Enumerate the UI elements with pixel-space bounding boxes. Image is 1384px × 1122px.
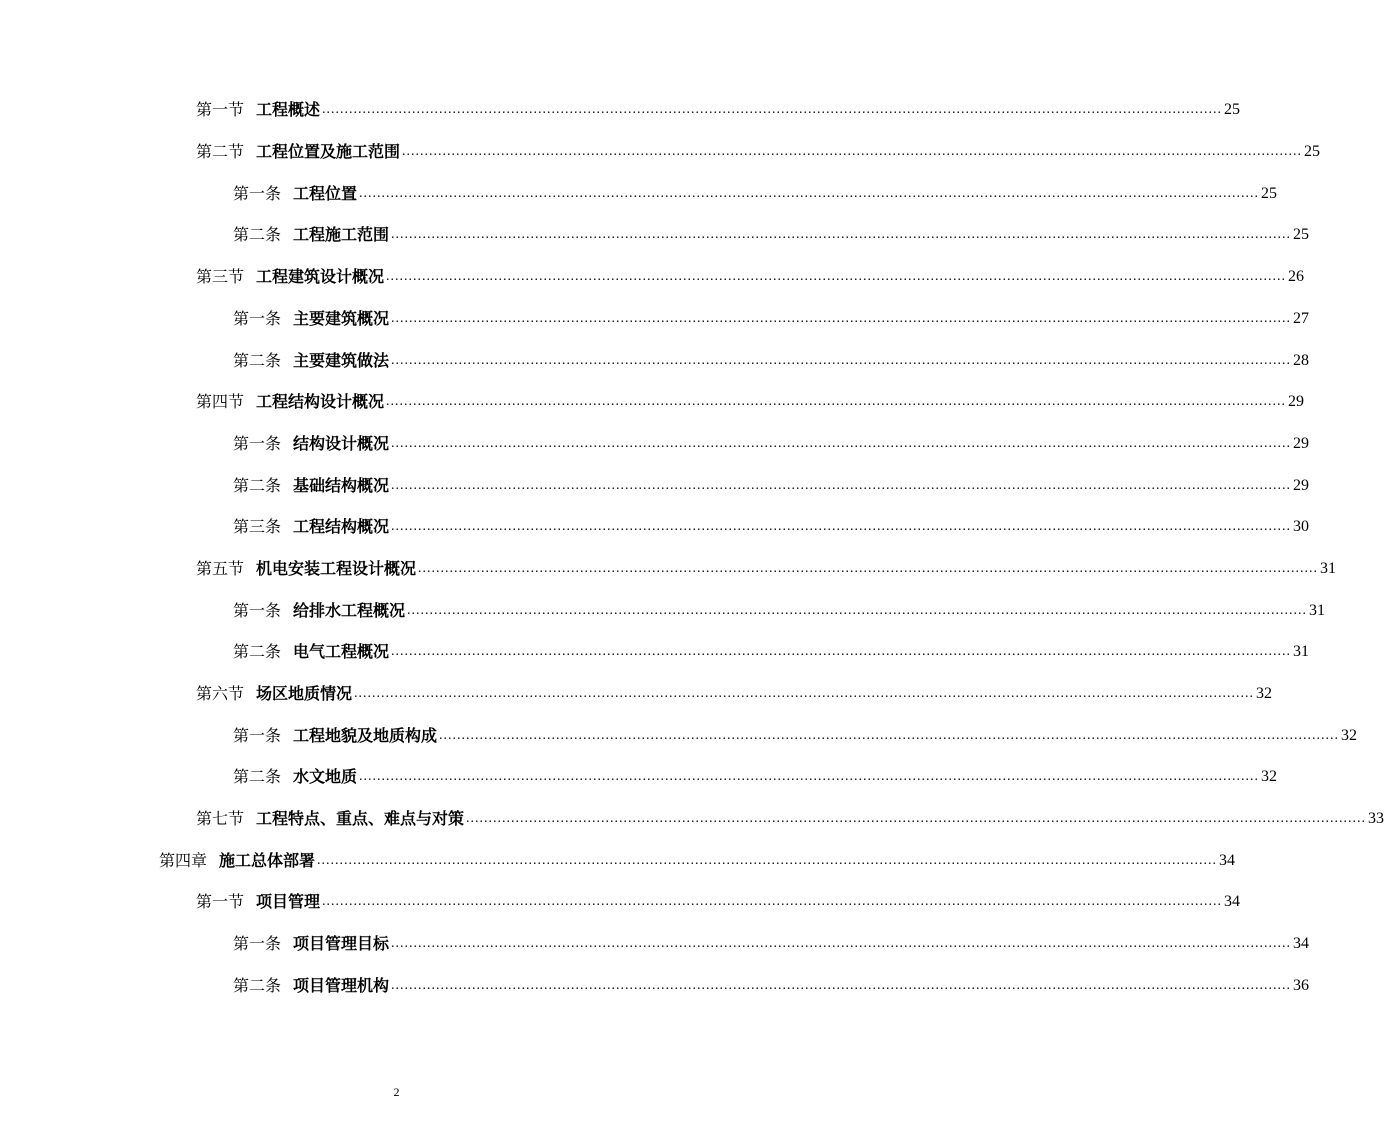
dot-leader: ........................................................................................................................................................................................................ bbox=[359, 769, 1260, 784]
toc-entry-page: 25 bbox=[1304, 143, 1321, 160]
toc-entry-number: 第二条 bbox=[233, 476, 282, 495]
toc-entry-page: 31 bbox=[1320, 560, 1337, 577]
toc-entry-number: 第二条 bbox=[233, 642, 282, 661]
toc-entry-page: 31 bbox=[1293, 643, 1310, 660]
dot-leader: ........................................................................................................................................................................................................ bbox=[354, 686, 1255, 701]
dot-leader: ........................................................................................................................................................................................................ bbox=[317, 853, 1218, 868]
dot-leader: ........................................................................................................................................................................................................ bbox=[391, 978, 1292, 993]
toc-entry-page: 34 bbox=[1224, 893, 1241, 910]
toc-entry[interactable] bbox=[233, 513, 1310, 537]
toc-entry-page: 28 bbox=[1293, 352, 1310, 369]
dot-leader: ........................................................................................................................................................................................................ bbox=[386, 394, 1287, 409]
toc-entry-title: 项目管理目标 bbox=[293, 934, 390, 953]
toc-entry-number: 第一条 bbox=[233, 309, 282, 328]
dot-leader: ........................................................................................................................................................................................................ bbox=[407, 603, 1308, 618]
toc-entry[interactable] bbox=[196, 138, 1321, 162]
toc-entry-number: 第一条 bbox=[233, 601, 282, 620]
toc-entry-title: 电气工程概况 bbox=[293, 642, 390, 661]
toc-entry[interactable] bbox=[196, 263, 1305, 287]
dot-leader: ........................................................................................................................................................................................................ bbox=[391, 519, 1292, 534]
toc-entry-title: 工程结构概况 bbox=[293, 517, 390, 536]
toc-entry[interactable] bbox=[196, 888, 1241, 912]
toc-entry-number: 第二节 bbox=[196, 142, 245, 161]
toc-entry[interactable] bbox=[233, 347, 1310, 371]
toc-entry-number: 第二条 bbox=[233, 976, 282, 995]
toc-entry-page: 25 bbox=[1261, 185, 1278, 202]
dot-leader: ........................................................................................................................................................................................................ bbox=[391, 227, 1292, 242]
dot-leader: ........................................................................................................................................................................................................ bbox=[391, 353, 1292, 368]
page-number: 2 bbox=[393, 1085, 400, 1099]
toc-entry-number: 第一节 bbox=[196, 892, 245, 911]
toc-entry[interactable] bbox=[233, 430, 1310, 454]
toc-entry-number: 第一条 bbox=[233, 184, 282, 203]
dot-leader: ........................................................................................................................................................................................................ bbox=[391, 478, 1292, 493]
toc-entry-number: 第一条 bbox=[233, 434, 282, 453]
toc-entry-page: 27 bbox=[1293, 310, 1310, 327]
toc-entry[interactable] bbox=[233, 472, 1310, 496]
dot-leader: ........................................................................................................................................................................................................ bbox=[418, 561, 1319, 576]
toc-entry-page: 33 bbox=[1368, 810, 1384, 827]
toc-entry-page: 34 bbox=[1293, 935, 1310, 952]
toc-entry-page: 29 bbox=[1293, 477, 1310, 494]
toc-entry-title: 场区地质情况 bbox=[256, 684, 353, 703]
toc-entry-title: 基础结构概况 bbox=[293, 476, 390, 495]
toc-entry-number: 第五节 bbox=[196, 559, 245, 578]
dot-leader: ........................................................................................................................................................................................................ bbox=[466, 811, 1367, 826]
toc-entry[interactable] bbox=[196, 388, 1305, 412]
toc-entry-page: 32 bbox=[1256, 685, 1273, 702]
toc-entry-number: 第二条 bbox=[233, 225, 282, 244]
toc-entry[interactable] bbox=[159, 847, 1236, 871]
toc-entry-title: 工程建筑设计概况 bbox=[256, 267, 385, 286]
toc-entry-title: 主要建筑做法 bbox=[293, 351, 390, 370]
toc-entry-page: 29 bbox=[1288, 393, 1305, 410]
toc-entry-number: 第一节 bbox=[196, 100, 245, 119]
toc-entry-page: 26 bbox=[1288, 268, 1305, 285]
toc-entry[interactable] bbox=[233, 722, 1358, 746]
toc-entry-number: 第七节 bbox=[196, 809, 245, 828]
toc-entry-title: 项目管理 bbox=[256, 892, 321, 911]
toc-entry-title: 工程位置 bbox=[293, 184, 358, 203]
toc-entry-number: 第三条 bbox=[233, 517, 282, 536]
toc-entry-number: 第一条 bbox=[233, 934, 282, 953]
dot-leader: ........................................................................................................................................................................................................ bbox=[402, 144, 1303, 159]
dot-leader: ........................................................................................................................................................................................................ bbox=[391, 644, 1292, 659]
toc-entry-page: 32 bbox=[1341, 727, 1358, 744]
toc-entry-number: 第二条 bbox=[233, 767, 282, 786]
toc-entry[interactable] bbox=[233, 972, 1310, 996]
toc-entry-page: 25 bbox=[1293, 226, 1310, 243]
dot-leader: ........................................................................................................................................................................................................ bbox=[391, 436, 1292, 451]
toc-entry-page: 30 bbox=[1293, 518, 1310, 535]
toc-entry-number: 第六节 bbox=[196, 684, 245, 703]
toc-entry[interactable] bbox=[233, 763, 1278, 787]
toc-entry[interactable] bbox=[196, 805, 1384, 829]
toc-entry-number: 第二条 bbox=[233, 351, 282, 370]
toc-entry-page: 31 bbox=[1309, 602, 1326, 619]
toc-entry-title: 施工总体部署 bbox=[219, 851, 316, 870]
toc-entry-page: 25 bbox=[1224, 101, 1241, 118]
toc-entry-title: 工程施工范围 bbox=[293, 225, 390, 244]
toc-entry-number: 第三节 bbox=[196, 267, 245, 286]
toc-entry[interactable] bbox=[233, 305, 1310, 329]
dot-leader: ........................................................................................................................................................................................................ bbox=[391, 936, 1292, 951]
toc-entry[interactable] bbox=[233, 597, 1326, 621]
toc-entry-title: 工程概述 bbox=[256, 100, 321, 119]
dot-leader: ........................................................................................................................................................................................................ bbox=[391, 311, 1292, 326]
toc-entry-title: 机电安装工程设计概况 bbox=[256, 559, 417, 578]
toc-entry-page: 34 bbox=[1219, 852, 1236, 869]
toc-entry-title: 工程地貌及地质构成 bbox=[293, 726, 438, 745]
toc-entry-title: 给排水工程概况 bbox=[293, 601, 406, 620]
toc-entry[interactable] bbox=[196, 680, 1273, 704]
toc-entry-title: 工程特点、重点、难点与对策 bbox=[256, 809, 465, 828]
toc-entry[interactable] bbox=[196, 96, 1241, 120]
dot-leader: ........................................................................................................................................................................................................ bbox=[439, 728, 1340, 743]
toc-entry-number: 第四章 bbox=[159, 851, 208, 870]
toc-entry-title: 结构设计概况 bbox=[293, 434, 390, 453]
toc-entry-title: 工程结构设计概况 bbox=[256, 392, 385, 411]
toc-entry-page: 32 bbox=[1261, 768, 1278, 785]
dot-leader: ........................................................................................................................................................................................................ bbox=[322, 102, 1223, 117]
dot-leader: ........................................................................................................................................................................................................ bbox=[386, 269, 1287, 284]
toc-entry[interactable] bbox=[233, 930, 1310, 954]
toc-entry[interactable] bbox=[233, 180, 1278, 204]
toc-entry-number: 第一条 bbox=[233, 726, 282, 745]
toc-entry-page: 36 bbox=[1293, 977, 1310, 994]
toc-entry-number: 第四节 bbox=[196, 392, 245, 411]
toc-entry-page: 29 bbox=[1293, 435, 1310, 452]
toc-entry-title: 水文地质 bbox=[293, 767, 358, 786]
toc-entry[interactable] bbox=[233, 638, 1310, 662]
toc-entry[interactable] bbox=[196, 555, 1337, 579]
dot-leader: ........................................................................................................................................................................................................ bbox=[322, 894, 1223, 909]
toc-entry[interactable] bbox=[233, 221, 1310, 245]
toc-entry-title: 主要建筑概况 bbox=[293, 309, 390, 328]
toc-entry-title: 项目管理机构 bbox=[293, 976, 390, 995]
toc-entry-title: 工程位置及施工范围 bbox=[256, 142, 401, 161]
dot-leader: ........................................................................................................................................................................................................ bbox=[359, 186, 1260, 201]
